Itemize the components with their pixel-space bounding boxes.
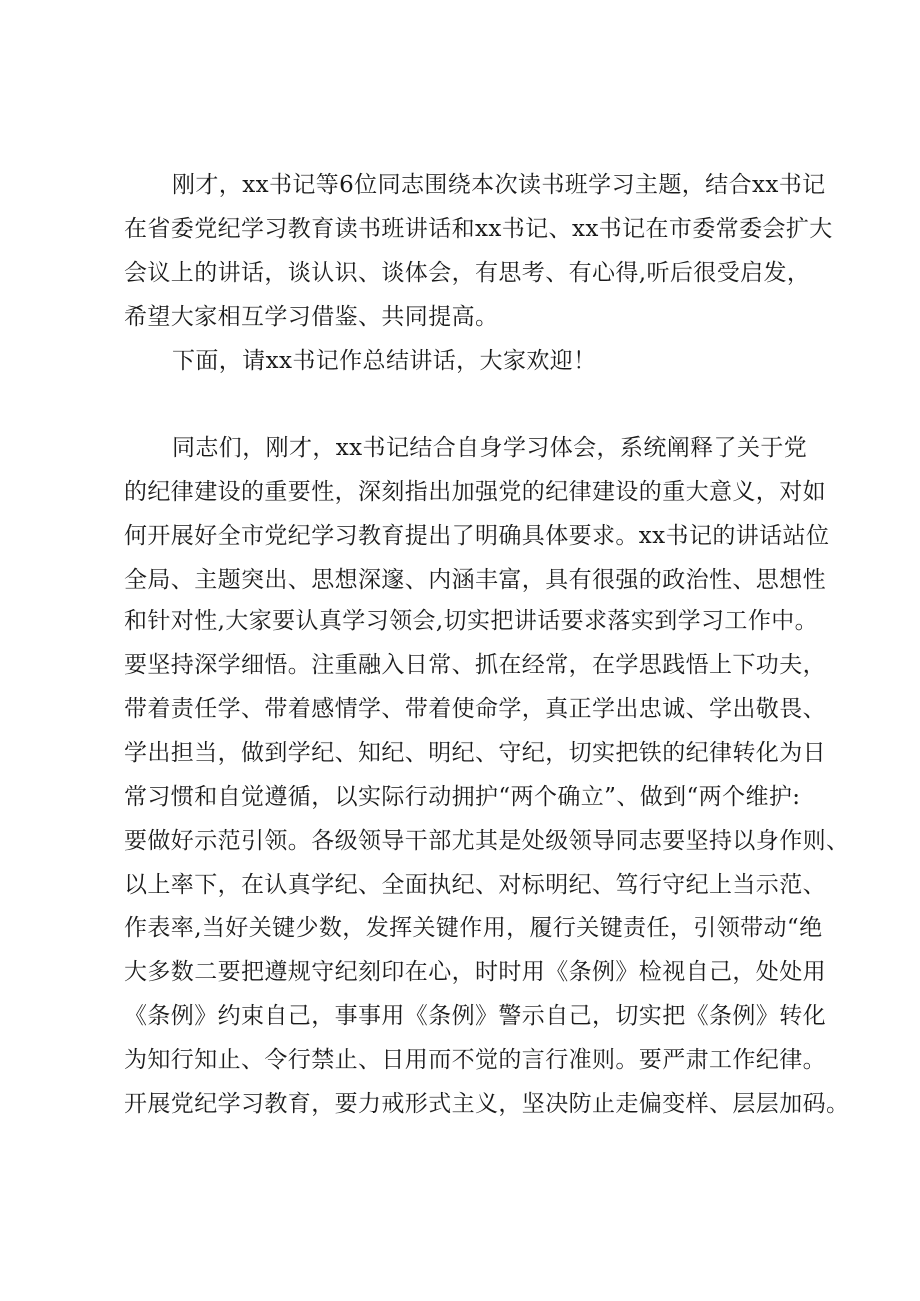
paragraph2-line: 下面，请xx书记作总结讲话，大家欢迎！	[172, 348, 597, 374]
paragraph3-line: 作表率,当好关键少数，发挥关键作用，履行关键责任，引领带动“绝	[124, 915, 823, 941]
paragraph3-line: 要坚持深学细悟。注重融入日常、抓在经常，在学思践悟上下功夫，	[124, 652, 826, 678]
paragraph1-line: 希望大家相互学习借鉴、共同提高。	[124, 304, 499, 330]
paragraph3-line: 同志们，刚才，xx书记结合自身学习体会，系统阐释了关于党	[172, 435, 808, 461]
paragraph3-line: 大多数二要把遵规守纪刻印在心，时时用《条例》检视自己，处处用	[124, 959, 826, 985]
paragraph3-line: 开展党纪学习教育，要力戒形式主义，坚决防止走偏变样、层层加码。	[124, 1091, 850, 1117]
paragraph3-line: 何开展好全市党纪学习教育提出了明确具体要求。xx书记的讲话站位	[124, 523, 830, 549]
paragraph1-line: 刚才，xx书记等6位同志围绕本次读书班学习主题，结合xx书记	[172, 172, 826, 198]
paragraph3-line: 《条例》约束自己，事事用《条例》警示自己，切实把《条例》转化	[124, 1003, 826, 1029]
paragraph1-line: 会议上的讲话，谈认识、谈体会，有思考、有心得,听后很受启发，	[124, 260, 811, 286]
paragraph3-line: 以上率下，在认真学纪、全面执纪、对标明纪、笃行守纪上当示范、	[124, 872, 826, 898]
paragraph1-line: 在省委党纪学习教育读书班讲话和xx书记、xx书记在市委常委会扩大	[124, 216, 833, 242]
paragraph3-line: 的纪律建设的重要性，深刻指出加强党的纪律建设的重大意义，对如	[124, 479, 826, 505]
paragraph3-line: 带着责任学、带着感情学、带着使命学，真正学出忠诚、学出敬畏、	[124, 696, 826, 722]
paragraph3-line: 常习惯和自觉遵循，以实际行动拥护“两个确立”、做到“两个维护:	[124, 784, 801, 810]
paragraph3-line: 和针对性,大家要认真学习领会,切实把讲话要求落实到学习工作中。	[124, 608, 819, 634]
paragraph3-line: 学出担当，做到学纪、知纪、明纪、守纪，切实把铁的纪律转化为日	[124, 740, 826, 766]
paragraph3-line: 要做好示范引领。各级领导干部尤其是处级领导同志要坚持以身作则、	[124, 828, 850, 854]
paragraph3-line: 全局、主题突出、思想深邃、内涵丰富，具有很强的政治性、思想性	[124, 567, 826, 593]
paragraph3-line: 为知行知止、令行禁止、日用而不觉的言行准则。要严肃工作纪律。	[124, 1047, 826, 1073]
